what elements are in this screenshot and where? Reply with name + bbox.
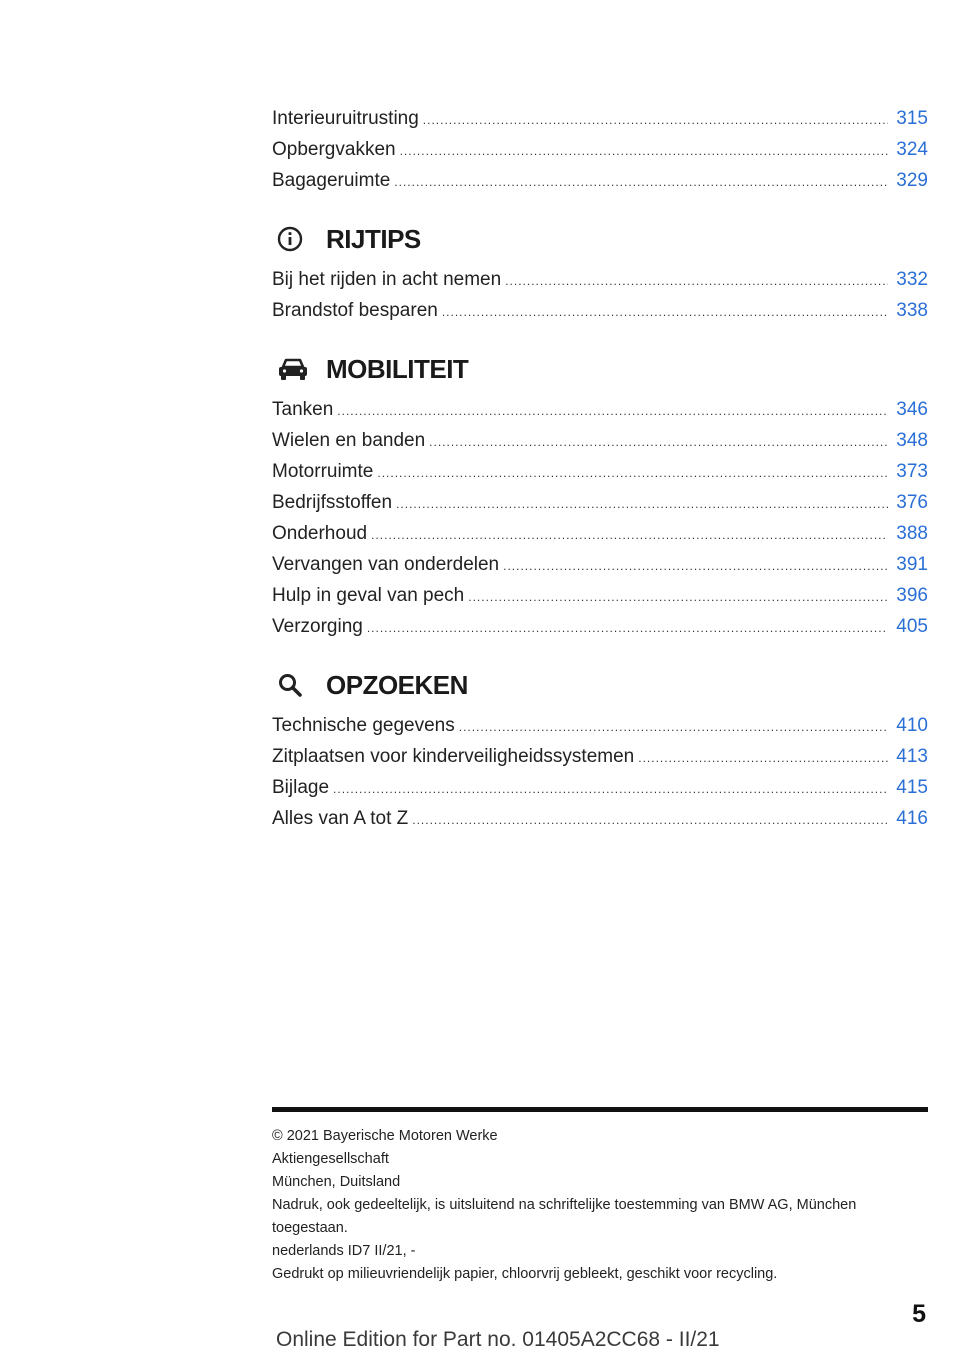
dot-leader [333,774,888,805]
section-title: MOBILITEIT [326,353,469,384]
toc-page-link[interactable]: 315 [896,108,928,129]
toc-entry-label: Bagageruimte [272,170,391,191]
imprint-line: Nadruk, ook gedeeltelijk, is uitsluitend na schriftelijke toestemming van BMW AG, München toegestaan. [272,1197,861,1236]
toc-entry-interieuruitrusting[interactable] [272,103,928,134]
imprint-line: München, Duitsland [272,1174,401,1190]
toc-entry-onderhoud[interactable] [272,518,928,549]
dot-leader [505,266,888,297]
toc-entry-zitplaatsen-voor-kinderveiligheidssystemen[interactable] [272,741,928,772]
toc-entry-wielen-en-banden[interactable] [272,425,928,456]
toc-entry-brandstof-besparen[interactable] [272,295,928,326]
toc-entry-label: Interieuruitrusting [272,108,419,129]
toc-page-link[interactable]: 348 [896,430,928,451]
section-heading-mobiliteit [272,351,928,387]
toc-entry-bagageruimte[interactable] [272,165,928,196]
toc-entry-label: Zitplaatsen voor kinderveiligheidssystemen [272,746,635,767]
toc-entry-alles-van-a-tot-z[interactable] [272,803,928,834]
toc-entry-technische-gegevens[interactable] [272,710,928,741]
toc-page-link[interactable]: 413 [896,746,928,767]
dot-leader [371,520,888,551]
dot-leader [423,105,889,136]
car-icon [276,354,316,384]
toc-entry-tanken[interactable] [272,394,928,425]
dot-leader [459,712,889,743]
dot-leader [396,489,888,520]
dot-leader [377,458,888,489]
info-icon [276,224,316,254]
toc-entry-label: Brandstof besparen [272,300,438,321]
toc-entry-bij-het-rijden-in-acht-nemen[interactable] [272,264,928,295]
imprint-line: Gedrukt op milieuvriendelijk papier, chloorvrij gebleekt, geschikt voor recycling. [272,1266,778,1282]
section-heading-rijtips [272,221,928,257]
toc-entry-hulp-in-geval-van-pech[interactable] [272,580,928,611]
toc-page-link[interactable]: 410 [896,715,928,736]
toc-entry-label: Bij het rijden in acht nemen [272,269,502,290]
dot-leader [442,297,888,328]
toc-page-link[interactable]: 329 [896,170,928,191]
toc-entry-label: Motorruimte [272,461,374,482]
toc-page-link[interactable]: 324 [896,139,928,160]
toc-entry-label: Tanken [272,399,334,420]
toc-entry-label: Alles van A tot Z [272,808,409,829]
section-heading-opzoeken [272,667,928,703]
imprint-line: Aktiengesellschaft [272,1151,389,1167]
toc-entry-label: Bedrijfsstoffen [272,492,393,513]
dot-leader [400,136,889,167]
toc-entry-bijlage[interactable] [272,772,928,803]
dot-leader [503,551,888,582]
toc-entry-vervangen-van-onderdelen[interactable] [272,549,928,580]
imprint-divider [272,1107,928,1112]
imprint-block [272,1125,928,1286]
toc-page-link[interactable]: 376 [896,492,928,513]
section-title: OPZOEKEN [326,669,468,700]
toc-entry-label: Opbergvakken [272,139,396,160]
toc-entry-label: Onderhoud [272,523,368,544]
toc-entry-label: Hulp in geval van pech [272,585,465,606]
dot-leader [337,396,888,427]
toc-entry-label: Wielen en banden [272,430,426,451]
dot-leader [638,743,888,774]
toc-entry-label: Vervangen van onderdelen [272,554,500,575]
toc-page-link[interactable]: 332 [896,269,928,290]
toc-page-link[interactable]: 388 [896,523,928,544]
toc-entry-verzorging[interactable] [272,611,928,642]
toc-entry-bedrijfsstoffen[interactable] [272,487,928,518]
imprint-line: nederlands ID7 II/21, - [272,1243,416,1259]
page-number: 5 [912,1300,926,1328]
search-icon [276,670,316,700]
dot-leader [429,427,888,458]
dot-leader [367,613,888,644]
toc-page-link[interactable]: 415 [896,777,928,798]
dot-leader [412,805,888,836]
toc-page-link[interactable]: 416 [896,808,928,829]
toc-page-link[interactable]: 338 [896,300,928,321]
imprint-line: © 2021 Bayerische Motoren Werke [272,1128,498,1144]
toc-page-link[interactable]: 373 [896,461,928,482]
toc-entry-opbergvakken[interactable] [272,134,928,165]
section-title: RIJTIPS [326,223,421,254]
toc-page-link[interactable]: 405 [896,616,928,637]
toc-entry-label: Bijlage [272,777,330,798]
toc-page-link[interactable]: 346 [896,399,928,420]
toc-page-link[interactable]: 391 [896,554,928,575]
toc-entry-motorruimte[interactable] [272,456,928,487]
toc-entry-label: Technische gegevens [272,715,455,736]
online-edition-watermark: Online Edition for Part no. 01405A2CC68 - II/21 [276,1328,720,1351]
table-of-contents [272,103,928,834]
dot-leader [394,167,888,198]
toc-entry-label: Verzorging [272,616,363,637]
dot-leader [468,582,888,613]
toc-page-link[interactable]: 396 [896,585,928,606]
